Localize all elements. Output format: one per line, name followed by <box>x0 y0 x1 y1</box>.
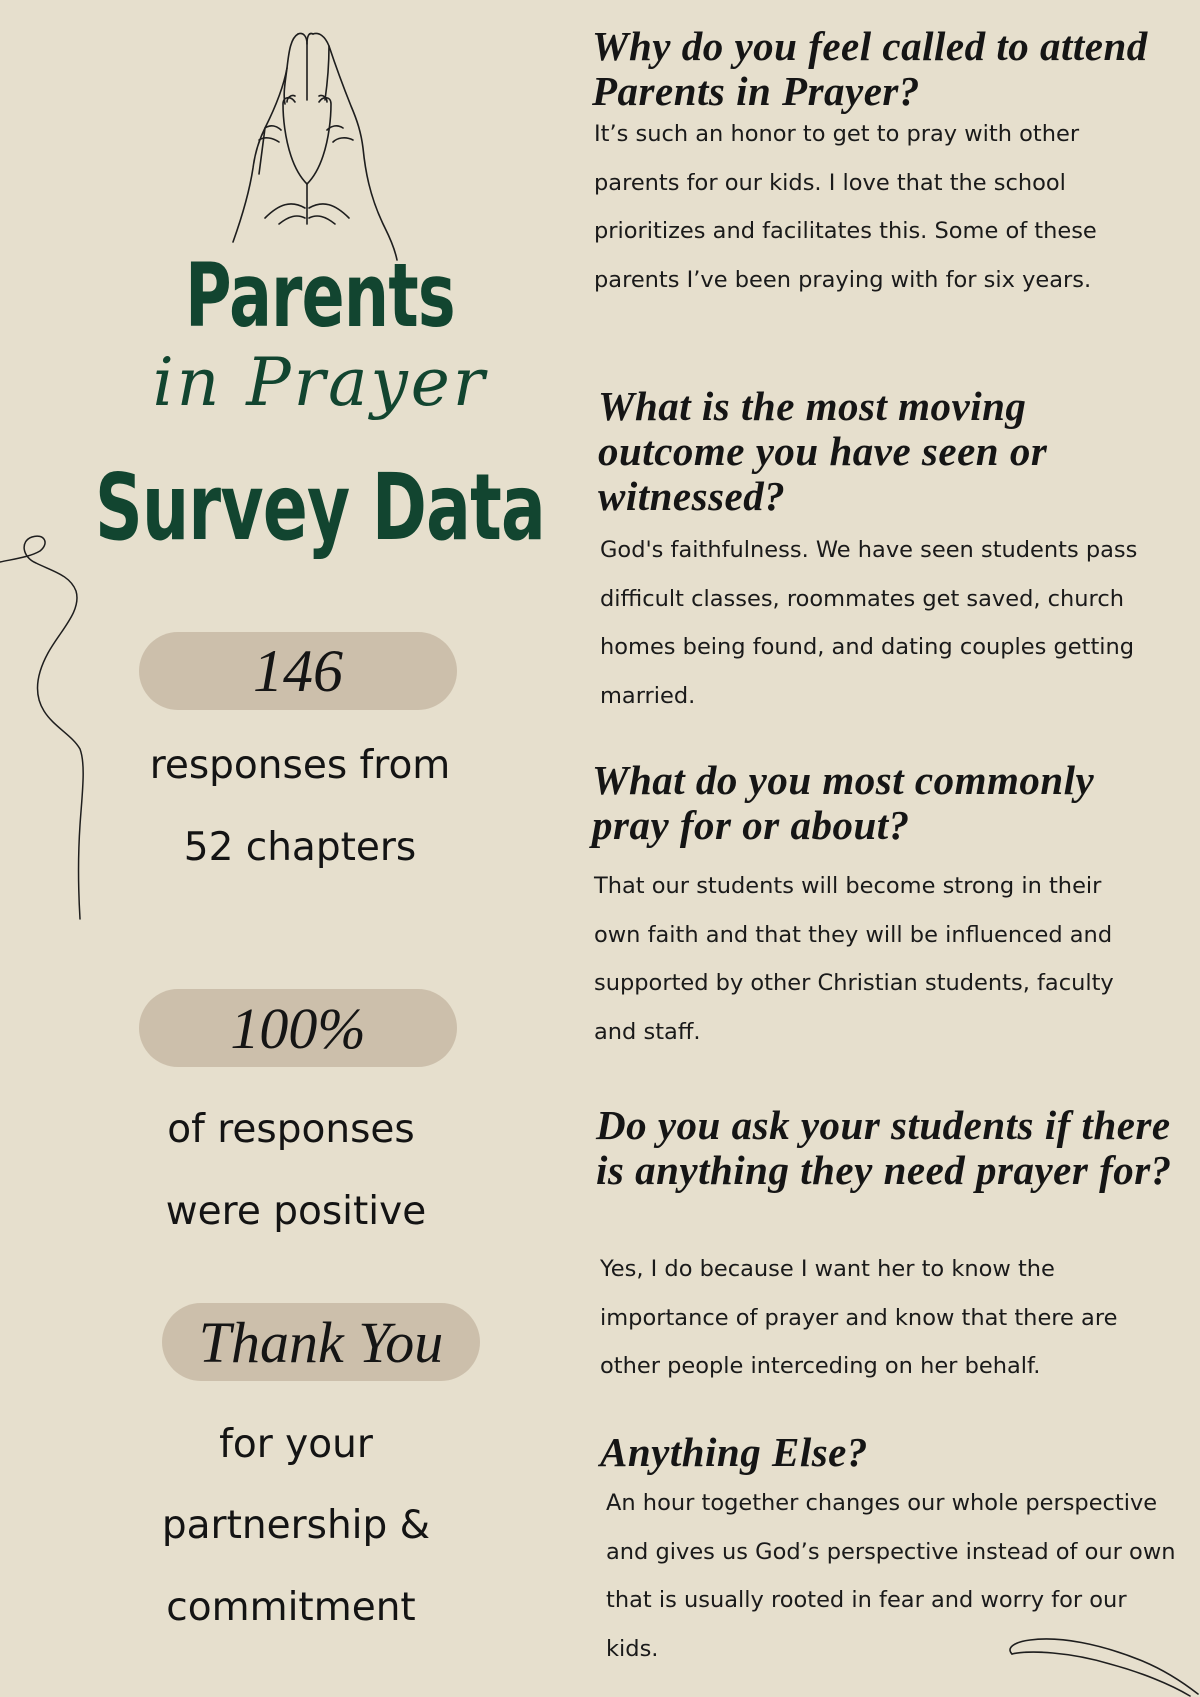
thanks-line-2: partnership & <box>161 1503 431 1548</box>
title-in-prayer: in Prayer <box>152 344 488 421</box>
question-3: What do you most commonly pray for or about? <box>592 757 1095 848</box>
answer-1: It’s such an honor to get to pray with other parents for our kids. I love that the school prioritizes and facilitates this. Some of these parents I’ve been praying with for six years. <box>594 121 1097 293</box>
responses-line-2: 52 chapters <box>183 825 417 870</box>
responses-line-1: responses from <box>149 743 451 788</box>
decorative-flourish <box>1000 1630 1200 1697</box>
title-parents: Parents <box>185 244 455 347</box>
responses-count-badge: 146 <box>139 632 457 710</box>
answer-5: An hour together changes our whole perspective and gives us God’s perspective instead of our own that is usually rooted in fear and worry for our kids. <box>606 1490 1176 1662</box>
answer-3: That our students will become strong in their own faith and that they will be influenced and supported by other Christian students, faculty and staff. <box>594 873 1114 1045</box>
answer-4: Yes, I do because I want her to know the importance of prayer and know that there are other people interceding on her behalf. <box>600 1256 1118 1379</box>
question-2: What is the most moving outcome you have seen or witnessed? <box>598 383 1048 519</box>
question-4: Do you ask your students if there is anything they need prayer for? <box>596 1102 1172 1193</box>
positive-line-1: of responses <box>167 1107 415 1152</box>
thanks-line-3: commitment <box>166 1585 416 1630</box>
question-1: Why do you feel called to attend Parents in Prayer? <box>592 23 1148 114</box>
positive-percent-badge: 100% <box>139 989 457 1067</box>
praying-hands-icon <box>225 28 425 278</box>
positive-line-2: were positive <box>165 1189 427 1234</box>
question-5: Anything Else? <box>600 1429 868 1475</box>
title-survey-data: Survey Data <box>94 454 545 561</box>
answer-2: God's faithfulness. We have seen students pass difficult classes, roommates get saved, church homes being found, and dating couples getting married. <box>600 537 1138 709</box>
thanks-line-1: for your <box>219 1422 373 1467</box>
thank-you-badge: Thank You <box>162 1303 480 1381</box>
